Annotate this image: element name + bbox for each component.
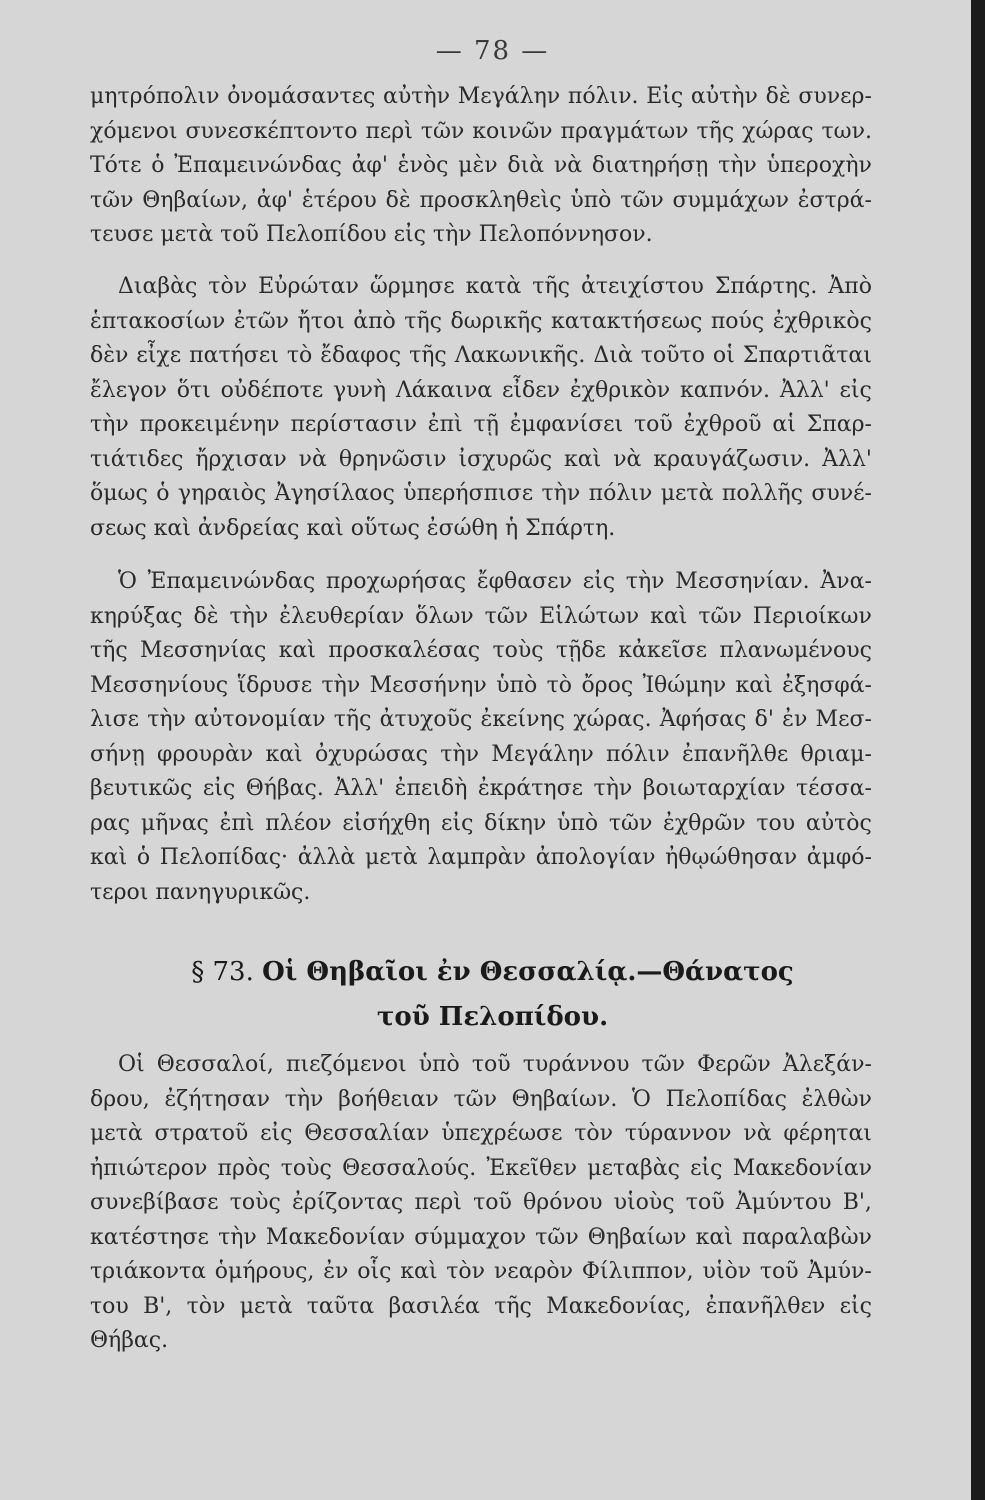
text-line: τιάτιδες ἤρχισαν νὰ θρηνῶσιν ἰσχυρῶς καὶ νὰ κραυγάζωσιν. Ἀλλ' <box>90 446 872 472</box>
paragraph-3 <box>90 565 872 910</box>
text-line: καὶ ὁ Πελοπίδας· ἀλλὰ μετὰ λαμπρὰν ἀπολογίαν ἠθῳώθησαν ἀμφό- <box>90 845 872 870</box>
text-line: κατέστησε τὴν Μακεδονίαν σύμμαχον τῶν Θηβαίων καὶ παραλαβὼν <box>90 1224 872 1250</box>
text-line: Τότε ὁ Ἐπαμεινώνδας ἀφ' ἑνὸς μὲν διὰ νὰ διατηρήσῃ τὴν ὑπεροχὴν <box>90 153 872 178</box>
text-line: τριάκοντα ὁμήρους, ἐν οἷς καὶ τὸν νεαρὸν Φίλιππον, υἱὸν τοῦ Ἀμύν- <box>90 1259 872 1284</box>
section-number: § 73. <box>191 957 254 987</box>
page-number: — 78 — <box>435 36 550 66</box>
text-line: σεως καὶ ἀνδρείας καὶ οὕτως ἐσώθη ἡ Σπάρτη. <box>90 515 616 541</box>
section-title-line-2: τοῦ Πελοπίδου. <box>376 1002 609 1032</box>
text-line: Μεσσηνίους ἵδρυσε τὴν Μεσσήνην ὑπὸ τὸ ὄρος Ἰθώμην καὶ ἐξησφά- <box>90 672 872 698</box>
text-line: χόμενοι συνεσκέπτοντο περὶ τῶν κοινῶν πραγμάτων τῆς χώρας των. <box>90 118 872 144</box>
text-line: ρας μῆνας ἐπὶ πλέον εἰσήχθη εἰς δίκην ὑπὸ τῶν ἐχθρῶν του αὐτὸς <box>90 810 872 836</box>
text-line: τευσε μετὰ τοῦ Πελοπίδου εἰς τὴν Πελοπόννησον. <box>90 222 653 247</box>
text-line: του Β', τὸν μετὰ ταῦτα βασιλέα τῆς Μακεδονίας, ἐπανῆλθεν εἰς <box>90 1293 872 1319</box>
text-line: τεροι πανηγυρικῶς. <box>90 879 311 905</box>
text-line: δρου, ἐζήτησαν τὴν βοήθειαν τῶν Θηβαίων. Ὁ Πελοπίδας ἐλθὼν <box>90 1086 872 1112</box>
text-line: τῶν Θηβαίων, ἀφ' ἑτέρου δὲ προσκληθεὶς ὑπὸ τῶν συμμάχων ἐστρά- <box>90 187 872 213</box>
text-line: συνεβίβασε τοὺς ἐρίζοντας περὶ τοῦ θρόνου υἱοὺς τοῦ Ἀμύντου Β', <box>90 1190 872 1215</box>
text-line: τῆς Μεσσηνίας καὶ προσκαλέσας τοὺς τῇδε κἀκεῖσε πλανωμένους <box>90 638 872 663</box>
text-line: σήνῃ φρουρὰν καὶ ὀχυρώσας τὴν Μεγάλην πόλιν ἐπανῆλθε θριαμ- <box>90 741 872 767</box>
section-title-line-1: Οἱ Θηβαῖοι ἐν Θεσσαλίᾳ.—Θάνατος <box>262 957 794 987</box>
text-line: ὅμως ὁ γηραιὸς Ἀγησίλαος ὑπερήσπισε τὴν πόλιν μετὰ πολλῆς συνέ- <box>90 481 872 506</box>
text-line: μετὰ στρατοῦ εἰς Θεσσαλίαν ὑπεχρέωσε τὸν τύραννον νὰ φέρηται <box>90 1121 872 1146</box>
text-line: ἑπτακοσίων ἐτῶν ἤτοι ἀπὸ τῆς δωρικῆς κατακτήσεως πούς ἐχθρικὸς <box>90 308 872 334</box>
binding-edge <box>971 0 985 1500</box>
text-line: τὴν προκειμένην περίστασιν ἐπὶ τῇ ἐμφανίσει τοῦ ἐχθροῦ αἱ Σπαρ- <box>90 412 872 437</box>
text-line: ἠπιώτερον πρὸς τοὺς Θεσσαλούς. Ἐκεῖθεν μεταβὰς εἰς Μακεδονίαν <box>90 1155 872 1181</box>
text-line: κηρύξας δὲ τὴν ἐλευθερίαν ὅλων τῶν Εἱλώτων καὶ τῶν Περιοίκων <box>90 603 872 629</box>
section-heading-continued <box>0 997 985 1037</box>
text-line: Οἱ Θεσσαλοί, πιεζόμενοι ὑπὸ τοῦ τυράννου τῶν Φερῶν Ἀλεξάν- <box>118 1052 872 1077</box>
section-heading <box>0 952 985 992</box>
text-line: Διαβὰς τὸν Εὐρώταν ὥρμησε κατὰ τῆς ἀτειχίστου Σπάρτης. Ἀπὸ <box>118 274 872 299</box>
paragraph-4 <box>90 1048 872 1359</box>
text-line: Θήβας. <box>90 1328 169 1353</box>
text-line: λισε τὴν αὐτονομίαν τῆς ἀτυχοῦς ἐκείνης χώρας. Ἀφήσας δ' ἐν Μεσ- <box>90 707 872 732</box>
text-line: ἔλεγον ὅτι οὐδέποτε γυνὴ Λάκαινα εἶδεν ἐχθρικὸν καπνόν. Ἀλλ' εἰς <box>90 377 872 403</box>
text-line: μητρόπολιν ὀνομάσαντες αὐτὴν Μεγάλην πόλιν. Εἰς αὐτὴν δὲ συνερ- <box>90 84 872 109</box>
text-line: βευτικῶς εἰς Θήβας. Ἀλλ' ἐπειδὴ ἐκράτησε τὴν βοιωταρχίαν τέσσα- <box>90 776 872 801</box>
text-line: δὲν εἶχε πατήσει τὸ ἔδαφος τῆς Λακωνικῆς. Διὰ τοῦτο οἱ Σπαρτιᾶται <box>90 343 872 368</box>
paragraph-1 <box>90 80 872 253</box>
paragraph-2 <box>90 270 872 546</box>
text-line: Ὁ Ἐπαμεινώνδας προχωρήσας ἔφθασεν εἰς τὴν Μεσσηνίαν. Ἀνα- <box>118 569 872 594</box>
